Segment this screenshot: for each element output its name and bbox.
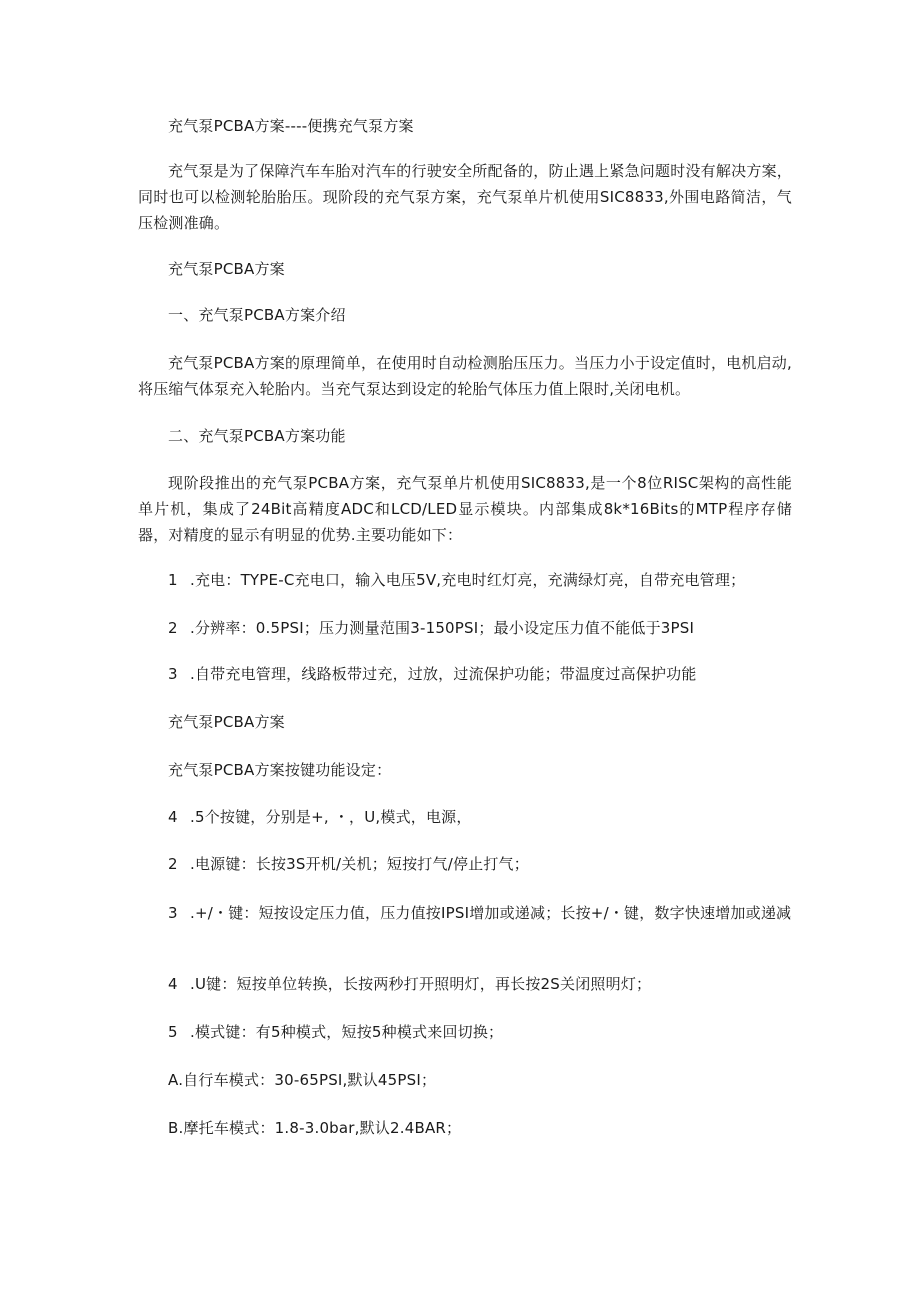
section1-body: 充气泵PCBA方案的原理简单，在使用时自动检测胎压压力。当压力小于设定值时，电机启动,将压缩气体泵充入轮胎内。当充气泵达到设定的轮胎气体压力值上限时,关闭电机。: [138, 354, 792, 398]
section2-heading: 二、充气泵PCBA方案功能: [168, 427, 346, 445]
key-text: .U键：短按单位转换，长按两秒打开照明灯，再长按2S关闭照明灯；: [190, 975, 652, 993]
keys-heading: 充气泵PCBA方案按键功能设定：: [168, 761, 392, 779]
document-title: 充气泵PCBA方案----便携充气泵方案: [168, 117, 414, 135]
key-number: 2: [168, 855, 178, 873]
key-item: [168, 971, 651, 997]
feature-number: 2: [168, 619, 178, 637]
key-item: [168, 1019, 503, 1045]
feature-item: [168, 567, 745, 593]
key-item: [168, 851, 529, 877]
main-heading: 充气泵PCBA方案: [168, 260, 285, 278]
key-number: 5: [168, 1023, 178, 1041]
feature-item: [168, 615, 694, 641]
scheme-heading: 充气泵PCBA方案: [168, 713, 285, 731]
key-number: 4: [168, 975, 178, 993]
feature-text: .分辨率：0.5PSI；压力测量范围3-150PSI；最小设定压力值不能低于3PSI: [190, 619, 695, 637]
key-number: 3: [168, 904, 178, 922]
key-number: 4: [168, 808, 178, 826]
intro-paragraph: 充气泵是为了保障汽车车胎对汽车的行驶安全所配备的，防止遇上紧急问题时没有解决方案，同时也可以检测轮胎胎压。现阶段的充气泵方案，充气泵单片机使用SIC8833,外围电路简洁，气压检测准确。: [138, 162, 792, 232]
key-item: [168, 804, 472, 830]
mode-item: A.自行车模式：30-65PSI,默认45PSI；: [168, 1071, 437, 1089]
section2-body: 现阶段推出的充气泵PCBA方案，充气泵单片机使用SIC8833,是一个8位RISC架构的高性能单片机，集成了24Bit高精度ADC和LCD/LED显示模块。内部集成8k*16Bits的MTP程序存储器，对精度的显示有明显的优势.主要功能如下：: [138, 474, 792, 544]
feature-text: .充电：TYPE-C充电口，输入电压5V,充电时红灯亮，充满绿灯亮，自带充电管理；: [190, 571, 746, 589]
feature-item: [168, 661, 697, 687]
key-text: .5个按键，分别是+, ・，U,模式，电源，: [190, 808, 472, 826]
mode-item: B.摩托车模式：1.8-3.0bar,默认2.4BAR；: [168, 1119, 462, 1137]
feature-number: 3: [168, 665, 178, 683]
key-text: .电源键：长按3S开机/关机；短按打气/停止打气；: [190, 855, 529, 873]
feature-text: .自带充电管理，线路板带过充，过放，过流保护功能；带温度过高保护功能: [190, 665, 697, 683]
key-text: .模式键：有5种模式，短按5种模式来回切换；: [190, 1023, 504, 1041]
feature-number: 1: [168, 571, 178, 589]
key-text: .+/・键：短按设定压力值，压力值按IPSI增加或递减；长按+/・键，数字快速增加或递减: [190, 904, 792, 922]
key-item: [138, 900, 792, 926]
section1-heading: 一、充气泵PCBA方案介绍: [168, 306, 346, 324]
